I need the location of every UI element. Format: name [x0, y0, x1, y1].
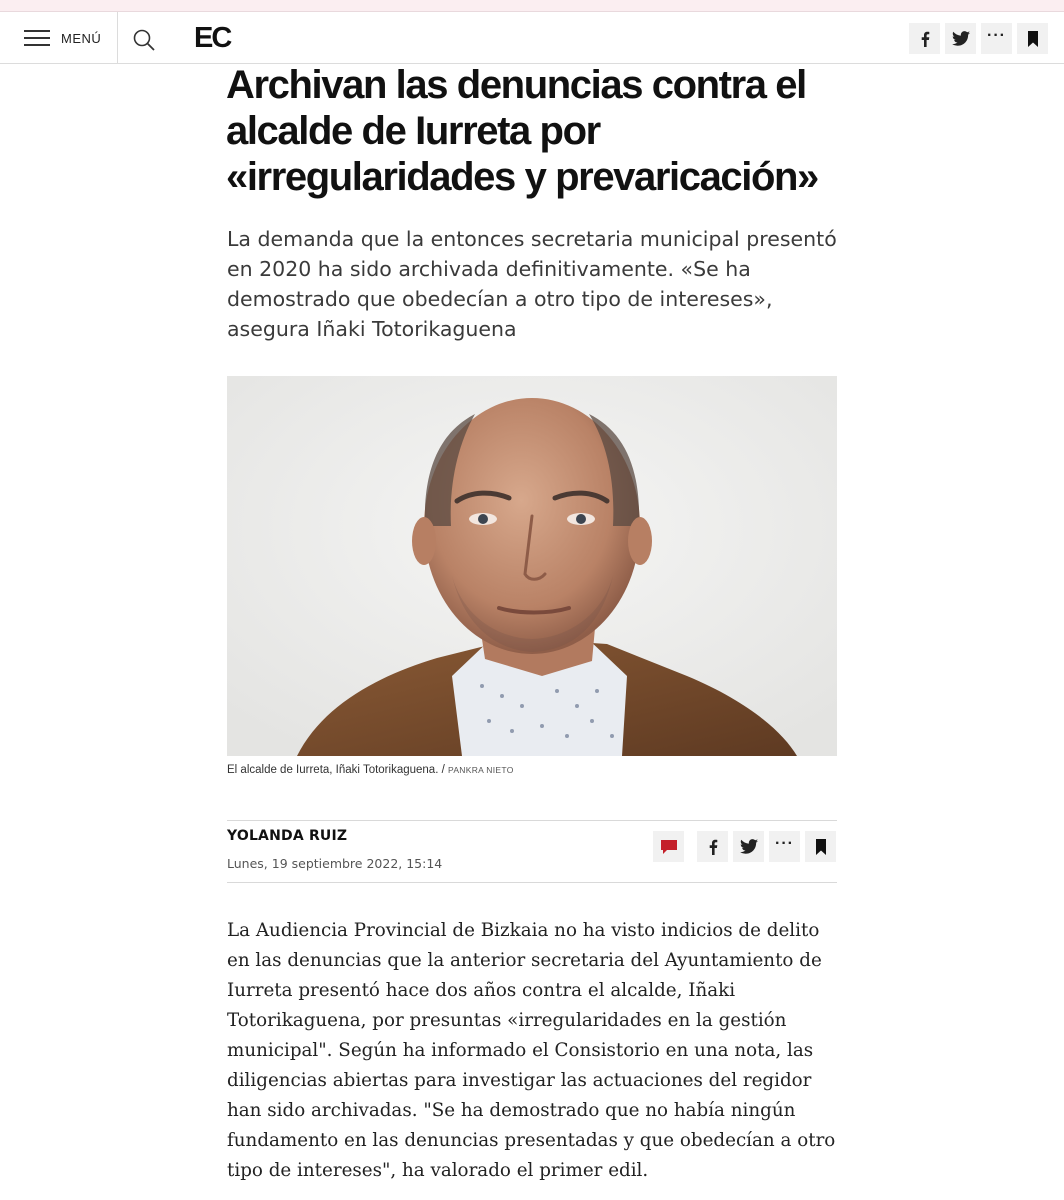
save-bookmark-icon[interactable] — [805, 831, 836, 862]
byline-bottom-rule — [227, 882, 837, 883]
publish-date: Lunes, 19 septiembre 2022, 15:14 — [227, 856, 443, 871]
photo-credit: PANKRA NIETO — [447, 765, 514, 775]
share-more-dots: ··· — [775, 834, 794, 852]
site-header — [0, 12, 1064, 64]
menu-button[interactable] — [24, 12, 101, 64]
share-more-icon[interactable] — [769, 831, 800, 862]
menu-label: MENÚ — [61, 30, 102, 46]
hamburger-icon — [24, 30, 50, 46]
author-name[interactable]: YOLANDA RUIZ — [227, 828, 348, 844]
share-twitter-icon[interactable] — [733, 831, 764, 862]
site-logo[interactable]: EC — [194, 22, 231, 54]
comments-icon[interactable] — [653, 831, 684, 862]
article-photo — [227, 376, 837, 756]
article-body: La Audiencia Provincial de Bizkaia no ha visto indicios de delito en las denuncias que la anterior secretaria del Ayuntamiento de Iurreta presentó hace dos años contra el alcalde, Iñaki Totorikaguena, por presuntas «irregularidades en la gestión municipal". Según ha informado el Consistorio en una nota, las diligencias abiertas para investigar las actuaciones del regidor han sido archivadas. "Se ha demostrado que no había ningún fundamento en las denuncias presentadas y que obedecían a otro tipo de intereses", ha valorado el primer edil. — [227, 920, 836, 1181]
facebook-icon[interactable] — [909, 23, 940, 54]
more-icon[interactable] — [981, 23, 1012, 54]
top-strip — [0, 0, 1064, 12]
photo-caption — [227, 764, 514, 776]
twitter-icon[interactable] — [945, 23, 976, 54]
search-icon[interactable] — [130, 26, 158, 54]
share-facebook-icon[interactable] — [697, 831, 728, 862]
byline-top-rule — [227, 820, 837, 821]
caption-text: El alcalde de Iurreta, Iñaki Totorikaguena. / — [227, 764, 448, 776]
article-headline: Archivan las denuncias contra el alcalde de Iurreta por «irregularidades y prevaricación» — [226, 63, 818, 199]
bookmark-icon[interactable] — [1017, 23, 1048, 54]
header-divider — [117, 12, 118, 64]
more-dots: ··· — [987, 26, 1006, 44]
article-subtitle: La demanda que la entonces secretaria municipal presentó en 2020 ha sido archivada definitivamente. «Se ha demostrado que obedecían a otro tipo de intereses», asegura Iñaki Totorikaguena — [227, 227, 837, 341]
